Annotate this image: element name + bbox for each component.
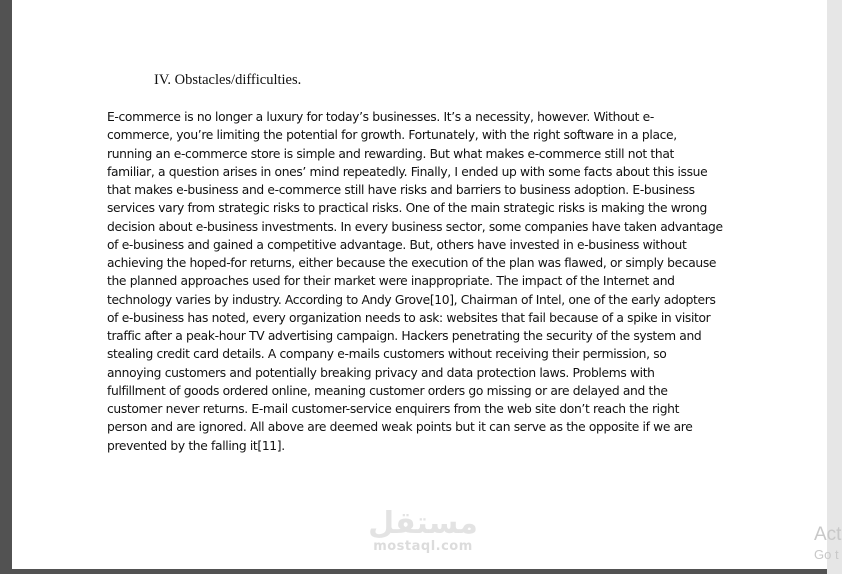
paragraph-line: E-commerce is no longer a luxury for today’s businesses. It’s a necessity, however. Without e- xyxy=(107,110,654,124)
paragraph-line: person and are ignored. All above are deemed weak points but it can serve as the opposite if we are xyxy=(107,420,693,435)
activate-windows-overlay xyxy=(814,524,841,564)
paragraph-line: the planned approaches used for their market were inappropriate. The impact of the Internet and xyxy=(107,274,675,289)
paragraph-line: prevented by the falling it[11]. xyxy=(107,438,285,453)
paragraph-line: customer never returns. E-mail customer-service enquirers from the web site don’t reach the right xyxy=(107,402,680,416)
activate-line-1: Act xyxy=(814,524,842,545)
paragraph-line: running an e-commerce store is simple and rewarding. But what makes e-commerce still not that xyxy=(107,146,674,161)
watermark-url: mostaql.com xyxy=(373,539,473,554)
paragraph-line: services vary from strategic risks to practical risks. One of the main strategic risks is making the wrong xyxy=(107,201,707,216)
activate-line-2: Go t xyxy=(814,547,839,562)
mostaql-watermark xyxy=(368,508,478,554)
section-heading: IV. Obstacles/difficulties. xyxy=(154,72,302,88)
paragraph-line: that makes e-business and e-commerce still have risks and barriers to business adoption. E-business xyxy=(107,183,695,197)
paragraph-line: of e-business has noted, every organization needs to ask: websites that fail because of a spike in visitor xyxy=(107,310,711,325)
document-page xyxy=(12,0,827,569)
paragraph-line: technology varies by industry. According to Andy Grove[10], Chairman of Intel, one of the early adopters xyxy=(107,292,716,307)
paragraph-line: decision about e-business investments. In every business sector, some companies have taken advantage xyxy=(107,219,723,234)
paragraph-line: fulfillment of goods ordered online, meaning customer orders go missing or are delayed and the xyxy=(107,383,668,398)
paragraph-line: traffic after a peak-hour TV advertising campaign. Hackers penetrating the security of the system and xyxy=(107,329,702,343)
paragraph-line: commerce, you’re limiting the potential for growth. Fortunately, with the right software in a place, xyxy=(107,128,677,143)
paragraph-line: familiar, a question arises in ones’ mind repeatedly. Finally, I ended up with some facts about this issue xyxy=(107,164,708,179)
paragraph-line: achieving the hoped-for returns, either because the execution of the plan was flawed, or simply because xyxy=(107,256,717,270)
paragraph-line: annoying customers and potentially breaking privacy and data protection laws. Problems with xyxy=(107,365,655,380)
paragraph-line: of e-business and gained a competitive advantage. But, others have invested in e-business without xyxy=(107,237,687,252)
scroll-gutter xyxy=(827,0,842,574)
body-paragraph xyxy=(107,108,747,455)
paragraph-line: stealing credit card details. A company e-mails customers without receiving their permission, so xyxy=(107,347,667,362)
watermark-logo: مستقل xyxy=(368,506,478,541)
